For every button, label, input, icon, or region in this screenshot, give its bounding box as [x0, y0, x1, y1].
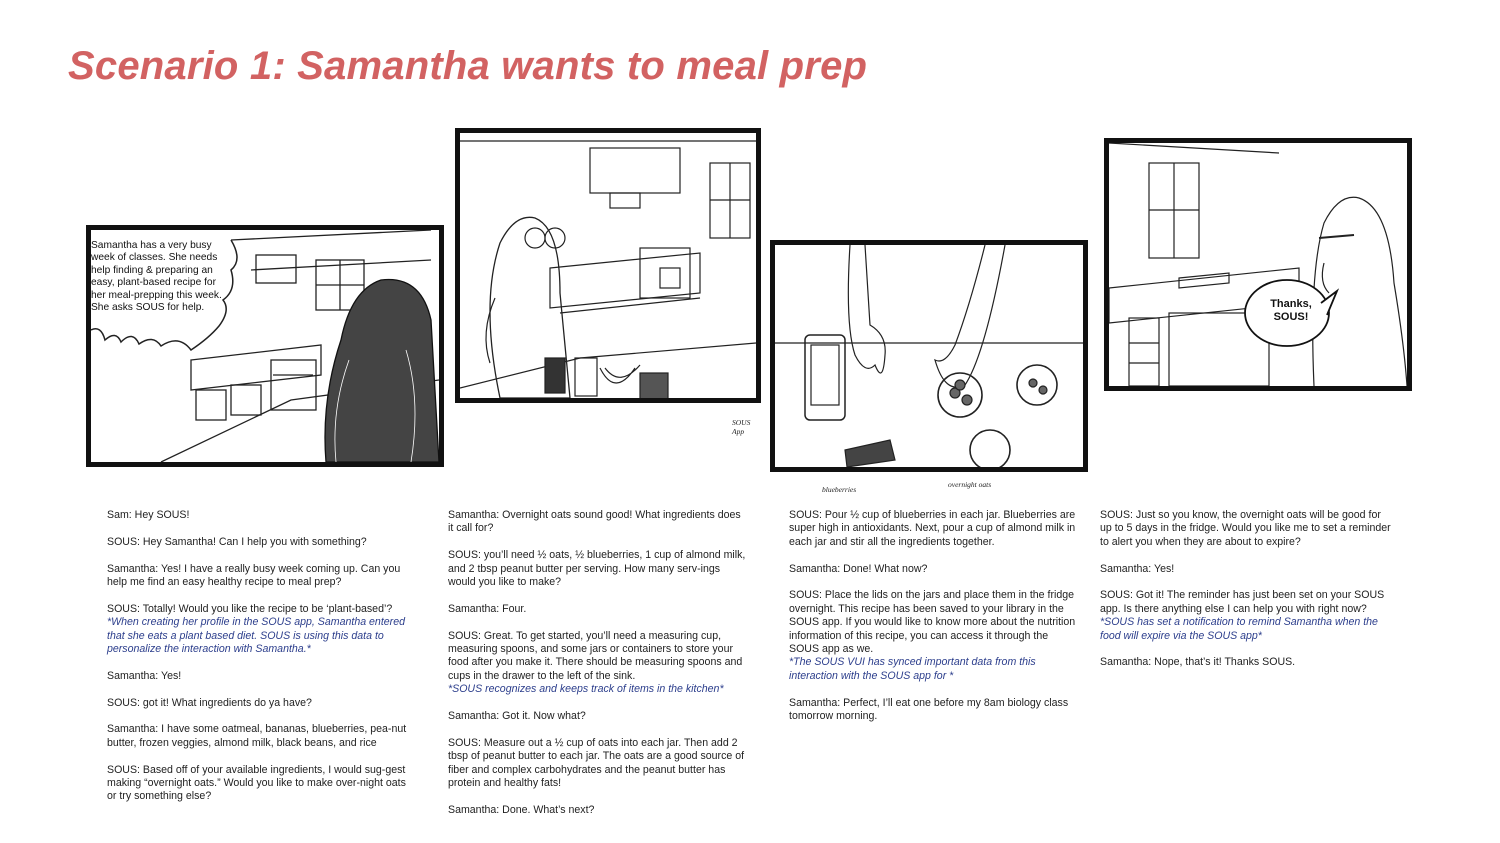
dialogue-line: SOUS: Place the lids on the jars and place them in the fridge overnight. This recipe has been saved to your library in the SOUS app. If you would like to know more about the nutrition information of this recipe, you can access it through the SOUS app as we. *The SOUS VUI has synced important data from this interaction with the SOUS app for * [789, 589, 1076, 682]
table-sketch-3 [775, 245, 1083, 467]
dialogue-line: SOUS: you’ll need ½ oats, ½ blueberries, 1 cup of almond milk, and 2 tbsp peanut butter per serving. How many serv-ings would you like to make? [448, 549, 746, 589]
dialogue-line: SOUS: Just so you know, the overnight oats will be good for up to 5 days in the fridge. Would you like me to set a reminder to alert you when they are about to expire? [1100, 509, 1391, 548]
dialogue-line: SOUS: Great. To get started, you’ll need a measuring cup, measuring spoons, and some jars or containers to store your food after you make it. There should be measuring spoons and cups in the drawer to the left of the sink. *SOUS recognizes and keeps track of items in the kitchen* [448, 630, 748, 697]
dialogue-line: Samantha: Four. [448, 602, 527, 615]
dialogue-line: Samantha: Overnight oats sound good! What ingredients does it call for? [448, 509, 741, 535]
system-note: *SOUS recognizes and keeps track of items in the kitchen* [448, 683, 724, 696]
comic-panel-2 [455, 128, 761, 403]
dialogue-line: Samantha: Got it. Now what? [448, 710, 586, 723]
page-title: Scenario 1: Samantha wants to meal prep [68, 44, 868, 88]
dialogue-column-4 [1100, 509, 1395, 683]
dialogue-line: Samantha: Nope, that’s it! Thanks SOUS. [1100, 656, 1296, 669]
speech-bubble-thanks: Thanks, SOUS! [1270, 298, 1312, 323]
system-note: *When creating her profile in the SOUS app, Samantha entered that she eats a plant based diet. SOUS is using this data to personalize the interaction with Samantha.* [107, 616, 405, 656]
dialogue-line: Samantha: Yes! [1100, 562, 1175, 575]
dialogue-line: SOUS: Based off of your available ingredients, I would sug-gest making “overnight oats.” Would you like to make over-night oats or try something else? [107, 763, 406, 803]
system-note: *The SOUS VUI has synced important data from this interaction with the SOUS app for * [789, 656, 1036, 682]
dialogue-line: SOUS: Measure out a ½ cup of oats into each jar. Then add 2 tbsp of peanut butter to each jar. The oats are a good source of fiber and complex carbohydrates and the peanut butter has protein and healthy fats! [448, 736, 745, 790]
dialogue-line: SOUS: Pour ½ cup of blueberries in each jar. Blueberries are super high in antioxidants. Next, pour a cup of almond milk in each jar and stir all the ingredients together. [789, 509, 1076, 548]
dialogue-line: Samantha: I have some oatmeal, bananas, blueberries, pea-nut butter, frozen veggies, almond milk, black beans, and rice [107, 723, 407, 749]
system-note: *SOUS has set a notification to remind Samantha when the food will expire via the SOUS app* [1100, 616, 1378, 642]
dialogue-line: SOUS: Got it! The reminder has just been set on your SOUS app. Is there anything else I can help you with right now? *SOUS has set a notification to remind Samantha when the food will expire via the SOUS app* [1100, 589, 1395, 643]
comic-panel-4 [1104, 138, 1412, 391]
dialogue-column-3 [789, 509, 1077, 737]
comic-panel-3 [770, 240, 1088, 472]
dialogue-line: Sam: Hey SOUS! [107, 509, 190, 521]
dialogue-column-1 [107, 509, 412, 817]
dialogue-line: Samantha: Yes! I have a really busy week coming up. Can you help me find an easy healthy recipe to meal prep? [107, 562, 401, 588]
dialogue-line: SOUS: Totally! Would you like the recipe to be ‘plant-based’? *When creating her profile in the SOUS app, Samantha entered that she eats a plant based diet. SOUS is using this data to personalize the interaction with Samantha.* [107, 603, 412, 657]
dialogue-line: Samantha: Done! What now? [789, 562, 928, 575]
kitchen-sketch-4 [1109, 143, 1407, 386]
dialogue-line: Samantha: Perfect, I’ll eat one before my 8am biology class tomorrow morning. [789, 696, 1069, 723]
caption-overnight-oats: overnight oats [948, 480, 992, 489]
comic-panel-1 [86, 225, 444, 467]
dialogue-line: SOUS: got it! What ingredients do ya have? [107, 696, 312, 709]
dialogue-column-2 [448, 509, 748, 831]
dialogue-line: SOUS: Hey Samantha! Can I help you with something? [107, 535, 367, 548]
caption-sous-app: SOUS App [732, 418, 751, 436]
dialogue-line: Samantha: Done. What’s next? [448, 803, 595, 816]
dialogue-line: Samantha: Yes! [107, 669, 182, 682]
narration-box: Samantha has a very busy week of classes. She needs help finding & preparing an easy, plant-based recipe for her meal-prepping this week. She asks SOUS for help. [91, 240, 222, 314]
kitchen-sketch-2 [460, 133, 756, 398]
caption-blueberries: blueberries [822, 485, 857, 494]
